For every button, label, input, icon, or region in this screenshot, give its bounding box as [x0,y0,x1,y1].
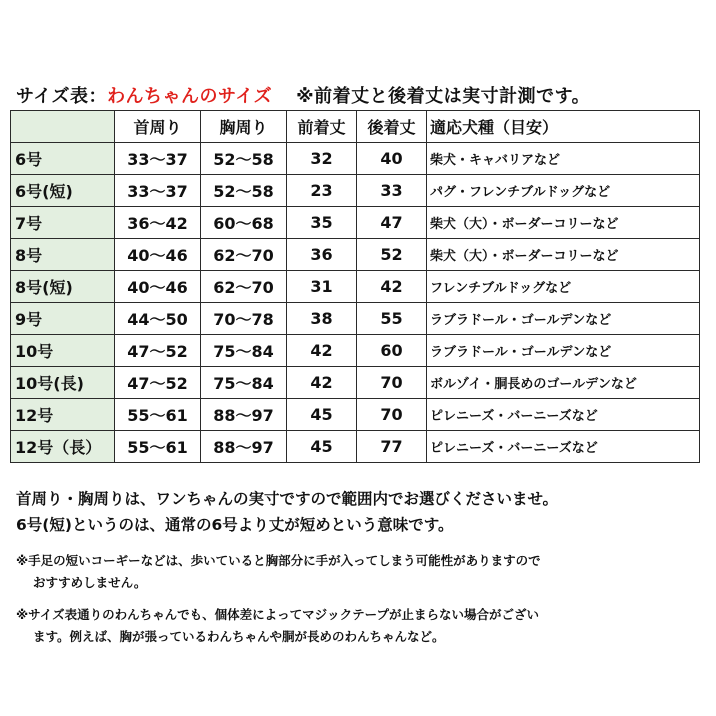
breed-cell: 柴犬・キャバリアなど [427,143,700,175]
table-row [11,335,700,367]
table-row [11,399,700,431]
table-row [11,239,700,271]
back-length-cell: 33 [357,175,427,207]
size-label: 6号 [11,143,115,175]
neck-cell: 55〜61 [115,399,201,431]
back-length-cell: 42 [357,271,427,303]
back-length-cell: 77 [357,431,427,463]
front-length-cell: 36 [287,239,357,271]
breed-cell: パグ・フレンチブルドッグなど [427,175,700,207]
size-label: 12号 [11,399,115,431]
header-neck: 首周り [115,111,201,143]
note-line: 6号(短)というのは、通常の6号より丈が短めという意味です。 [16,516,454,534]
page-title [16,82,706,108]
header-breed: 適応犬種（目安） [427,111,700,143]
neck-cell: 33〜37 [115,175,201,207]
chest-cell: 52〜58 [201,175,287,207]
neck-cell: 55〜61 [115,431,201,463]
header-chest: 胸周り [201,111,287,143]
chest-cell: 52〜58 [201,143,287,175]
neck-cell: 47〜52 [115,367,201,399]
size-label: 7号 [11,207,115,239]
notes [16,486,706,538]
header-front-length: 前着丈 [287,111,357,143]
table-row [11,271,700,303]
back-length-cell: 52 [357,239,427,271]
breed-cell: ピレニーズ・バーニーズなど [427,399,700,431]
front-length-cell: 42 [287,335,357,367]
front-length-cell: 32 [287,143,357,175]
front-length-cell: 23 [287,175,357,207]
table-row [11,303,700,335]
size-label: 12号（長） [11,431,115,463]
table-row [11,175,700,207]
chest-cell: 60〜68 [201,207,287,239]
breed-cell: フレンチブルドッグなど [427,271,700,303]
fine-print-item [16,604,706,648]
size-table [10,110,700,463]
header-corner [11,111,115,143]
breed-cell: ピレニーズ・バーニーズなど [427,431,700,463]
breed-cell: ラブラドール・ゴールデンなど [427,335,700,367]
front-length-cell: 45 [287,399,357,431]
breed-cell: 柴犬（大）・ボーダーコリーなど [427,239,700,271]
neck-cell: 36〜42 [115,207,201,239]
size-label: 9号 [11,303,115,335]
front-length-cell: 42 [287,367,357,399]
size-label: 8号(短) [11,271,115,303]
note-line: 首周り・胸周りは、ワンちゃんの実寸ですので範囲内でお選びくださいませ。 [16,490,559,508]
fine-print-line: ※手足の短いコーギーなどは、歩いていると胸部分に手が入ってしまう可能性がありますので [16,553,541,568]
neck-cell: 40〜46 [115,239,201,271]
title-note: ※前着丈と後着丈は実寸計測です。 [296,86,591,107]
fine-print-line: おすすめしません。 [33,575,147,590]
chest-cell: 88〜97 [201,399,287,431]
neck-cell: 47〜52 [115,335,201,367]
back-length-cell: 55 [357,303,427,335]
front-length-cell: 45 [287,431,357,463]
table-row [11,367,700,399]
fine-print [16,550,706,658]
chest-cell: 70〜78 [201,303,287,335]
chest-cell: 75〜84 [201,367,287,399]
back-length-cell: 60 [357,335,427,367]
fine-print-line: ※サイズ表通りのわんちゃんでも、個体差によってマジックテープが止まらない場合がござい [16,607,540,622]
breed-cell: ボルゾイ・胴長めのゴールデンなど [427,367,700,399]
breed-cell: ラブラドール・ゴールデンなど [427,303,700,335]
table-row [11,207,700,239]
neck-cell: 44〜50 [115,303,201,335]
back-length-cell: 40 [357,143,427,175]
size-label: 10号(長) [11,367,115,399]
chest-cell: 88〜97 [201,431,287,463]
size-label: 10号 [11,335,115,367]
chest-cell: 62〜70 [201,271,287,303]
fine-print-item [16,550,706,594]
chest-cell: 62〜70 [201,239,287,271]
breed-cell: 柴犬（大）・ボーダーコリーなど [427,207,700,239]
neck-cell: 40〜46 [115,271,201,303]
header-back-length: 後着丈 [357,111,427,143]
back-length-cell: 70 [357,367,427,399]
size-label: 6号(短) [11,175,115,207]
chest-cell: 75〜84 [201,335,287,367]
table-row [11,431,700,463]
back-length-cell: 70 [357,399,427,431]
back-length-cell: 47 [357,207,427,239]
fine-print-line: ます。例えば、胸が張っているわんちゃんや胴が長めのわんちゃんなど。 [33,629,445,644]
table-header-row [11,111,700,143]
neck-cell: 33〜37 [115,143,201,175]
title-highlight: わんちゃんのサイズ [107,86,273,107]
size-label: 8号 [11,239,115,271]
front-length-cell: 31 [287,271,357,303]
title-prefix: サイズ表： [16,86,108,107]
table-row [11,143,700,175]
front-length-cell: 38 [287,303,357,335]
front-length-cell: 35 [287,207,357,239]
